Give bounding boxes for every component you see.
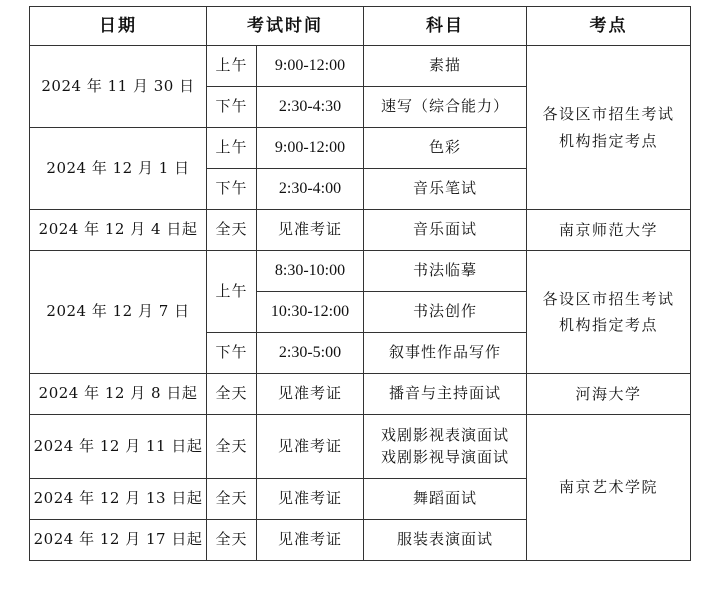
header-exam-time: 考试时间	[207, 7, 364, 46]
subject-cell: 音乐笔试	[364, 169, 527, 210]
header-date: 日期	[30, 7, 207, 46]
period-cell: 全天	[207, 415, 257, 479]
time-cell: 见准考证	[257, 520, 364, 561]
subject-cell: 叙事性作品写作	[364, 333, 527, 374]
subject-line: 戏剧影视表演面试	[380, 425, 509, 444]
period-cell: 下午	[207, 169, 257, 210]
subject-line: 戏剧影视导演面试	[380, 447, 509, 466]
time-cell: 9:00-12:00	[257, 46, 364, 87]
date-cell: 2024 年 12 月 1 日	[30, 128, 207, 210]
subject-cell: 服装表演面试	[364, 520, 527, 561]
time-cell: 2:30-5:00	[257, 333, 364, 374]
subject-cell: 色彩	[364, 128, 527, 169]
period-cell: 全天	[207, 210, 257, 251]
exam-schedule-table	[29, 6, 691, 561]
venue-cell	[527, 46, 691, 210]
subject-cell: 舞蹈面试	[364, 479, 527, 520]
period-cell: 上午	[207, 46, 257, 87]
header-row	[30, 7, 691, 46]
date-cell: 2024 年 12 月 4 日起	[30, 210, 207, 251]
subject-cell: 书法临摹	[364, 251, 527, 292]
table-row	[30, 46, 691, 87]
time-cell: 2:30-4:30	[257, 87, 364, 128]
period-cell: 下午	[207, 87, 257, 128]
time-cell: 8:30-10:00	[257, 251, 364, 292]
subject-cell	[364, 415, 527, 479]
table-row	[30, 374, 691, 415]
subject-cell: 素描	[364, 46, 527, 87]
header-subject: 科目	[364, 7, 527, 46]
period-cell: 上午	[207, 128, 257, 169]
period-cell: 全天	[207, 374, 257, 415]
venue-cell	[527, 251, 691, 374]
subject-cell: 速写（综合能力）	[364, 87, 527, 128]
date-cell: 2024 年 11 月 30 日	[30, 46, 207, 128]
table-row	[30, 415, 691, 479]
venue-line: 各设区市招生考试	[542, 289, 675, 308]
date-cell: 2024 年 12 月 11 日起	[30, 415, 207, 479]
time-cell: 见准考证	[257, 210, 364, 251]
venue-cell: 南京艺术学院	[527, 415, 691, 561]
date-cell: 2024 年 12 月 13 日起	[30, 479, 207, 520]
subject-cell: 音乐面试	[364, 210, 527, 251]
period-cell: 上午	[207, 251, 257, 333]
venue-line: 机构指定考点	[558, 131, 658, 150]
time-cell: 10:30-12:00	[257, 292, 364, 333]
period-cell: 全天	[207, 520, 257, 561]
venue-cell: 南京师范大学	[527, 210, 691, 251]
subject-cell: 播音与主持面试	[364, 374, 527, 415]
venue-line: 机构指定考点	[558, 316, 658, 334]
table-row	[30, 210, 691, 251]
date-cell: 2024 年 12 月 8 日起	[30, 374, 207, 415]
header-venue: 考点	[527, 7, 691, 46]
table-row	[30, 251, 691, 292]
date-cell: 2024 年 12 月 7 日	[30, 251, 207, 374]
subject-cell: 书法创作	[364, 292, 527, 333]
time-cell: 见准考证	[257, 374, 364, 415]
time-cell: 见准考证	[257, 415, 364, 479]
period-cell: 下午	[207, 333, 257, 374]
venue-line: 各设区市招生考试	[542, 105, 675, 124]
time-cell: 2:30-4:00	[257, 169, 364, 210]
venue-cell: 河海大学	[527, 374, 691, 415]
date-cell: 2024 年 12 月 17 日起	[30, 520, 207, 561]
period-cell: 全天	[207, 479, 257, 520]
time-cell: 9:00-12:00	[257, 128, 364, 169]
time-cell: 见准考证	[257, 479, 364, 520]
